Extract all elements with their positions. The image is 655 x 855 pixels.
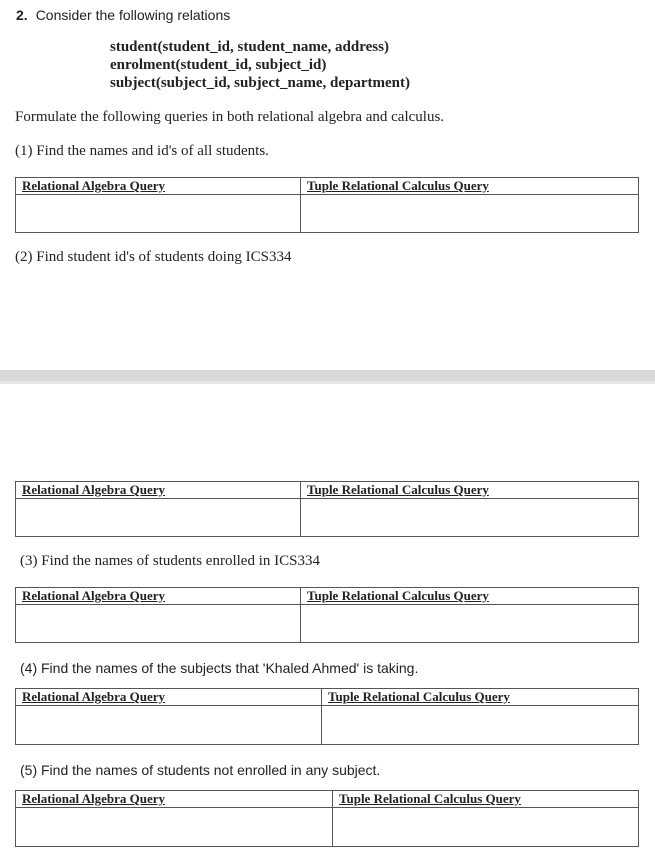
- relation-enrolment: enrolment(student_id, subject_id): [110, 57, 327, 73]
- relations-list: [110, 38, 410, 92]
- query-3-col-calculus-header: Tuple Relational Calculus Query: [307, 588, 489, 603]
- query-5-algebra-answer[interactable]: [16, 808, 332, 846]
- query-3-col-algebra-header: Relational Algebra Query: [22, 588, 165, 603]
- query-1-col-calculus-header: Tuple Relational Calculus Query: [307, 178, 489, 193]
- query-4-text: (4) Find the names of the subjects that 'Khaled Ahmed' is taking.: [20, 660, 419, 676]
- query-2-table: [15, 481, 639, 537]
- question-heading: [16, 7, 230, 23]
- query-4-algebra-answer[interactable]: [16, 706, 321, 744]
- query-5-text: (5) Find the names of students not enrolled in any subject.: [20, 762, 381, 778]
- page-break: [0, 370, 655, 384]
- query-2-col-calculus-header: Tuple Relational Calculus Query: [307, 482, 489, 497]
- query-2-text: (2) Find student id's of students doing ICS334: [15, 249, 292, 265]
- query-3-calculus-answer[interactable]: [301, 605, 638, 642]
- query-1-col-algebra-header: Relational Algebra Query: [22, 178, 165, 193]
- query-5-table: [15, 790, 639, 847]
- query-1-table: [15, 177, 639, 233]
- instruction-text: Formulate the following queries in both relational algebra and calculus.: [15, 109, 445, 125]
- relation-student: student(student_id, student_name, address): [110, 39, 389, 55]
- relation-subject: subject(subject_id, subject_name, department): [110, 75, 410, 91]
- query-4-table: [15, 688, 639, 745]
- question-text: Consider the following relations: [35, 7, 231, 23]
- query-4-col-calculus-header: Tuple Relational Calculus Query: [328, 689, 510, 704]
- query-5-col-algebra-header: Relational Algebra Query: [22, 791, 165, 806]
- question-number: 2.: [16, 7, 28, 23]
- query-1-algebra-answer[interactable]: [16, 195, 300, 232]
- query-1-text: (1) Find the names and id's of all students.: [15, 143, 269, 159]
- query-5-col-calculus-header: Tuple Relational Calculus Query: [339, 791, 521, 806]
- query-4-col-algebra-header: Relational Algebra Query: [22, 689, 165, 704]
- query-4-calculus-answer[interactable]: [322, 706, 638, 744]
- query-3-text: (3) Find the names of students enrolled in ICS334: [20, 553, 320, 569]
- query-2-algebra-answer[interactable]: [16, 499, 300, 536]
- query-3-algebra-answer[interactable]: [16, 605, 300, 642]
- query-1-calculus-answer[interactable]: [301, 195, 638, 232]
- query-5-calculus-answer[interactable]: [333, 808, 638, 846]
- query-3-table: [15, 587, 639, 643]
- query-2-calculus-answer[interactable]: [301, 499, 638, 536]
- query-2-col-algebra-header: Relational Algebra Query: [22, 482, 165, 497]
